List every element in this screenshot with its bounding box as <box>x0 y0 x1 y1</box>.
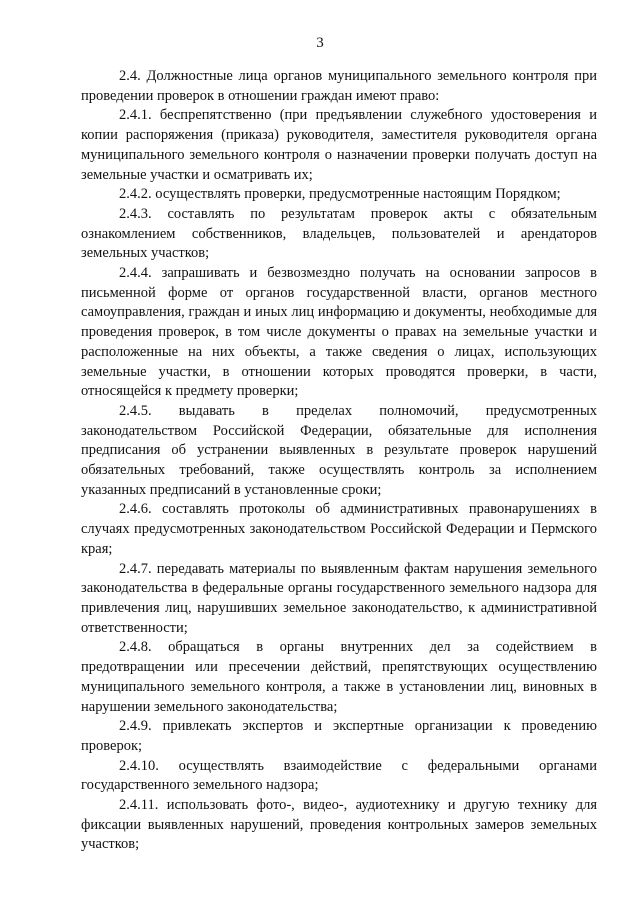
paragraph-2-4-9: 2.4.9. привлекать экспертов и экспертные организации к проведению проверок; <box>81 718 597 754</box>
paragraph-2-4-10: 2.4.10. осуществлять взаимодействие с федеральными органами государственного земельного надзора; <box>81 757 597 794</box>
paragraph-2-4-4: 2.4.4. запрашивать и безвозмездно получать на основании запросов в письменной форме от органов государственной власти, органов местного самоуправления, граждан и иных лиц информацию и документы, необходимые для проведения проверок, в том числе документы о правах на земельные участки и расположенные на них объекты, а также сведения о лицах, использующих земельные участки, в отношении которых проводятся проверки, в части, относящейся к предмету проверки; <box>81 265 597 400</box>
page-number: 3 <box>316 35 324 51</box>
paragraph-2-4-3: 2.4.3. составлять по результатам проверок акты с обязательным ознакомлением собственников, владельцев, пользователей и арендаторов земельных участков; <box>81 205 597 262</box>
document-body <box>81 67 597 855</box>
paragraph-2-4-7: 2.4.7. передавать материалы по выявленным фактам нарушения земельного законодательства в федеральные органы государственного земельного надзора для привлечения лиц, нарушивших земельное законодательство, к административной ответственности; <box>81 560 597 636</box>
paragraph-2-4-1: 2.4.1. беспрепятственно (при предъявлении служебного удостоверения и копии распоряжения (приказа) руководителя, заместителя руководителя органа муниципального земельного контроля о назначении проверки получать доступ на земельные участки и осматривать их; <box>81 107 597 183</box>
paragraph-2-4-6: 2.4.6. составлять протоколы об административных правонарушениях в случаях предусмотренных законодательством Российской Федерации и Пермского края; <box>81 501 597 557</box>
paragraph-2-4: 2.4. Должностные лица органов муниципального земельного контроля при проведении проверок в отношении граждан имеют право: <box>81 68 597 104</box>
paragraph-2-4-2: 2.4.2. осуществлять проверки, предусмотренные настоящим Порядком; <box>119 186 561 203</box>
paragraph-2-4-11: 2.4.11. использовать фото-, видео-, аудиотехнику и другую технику для фиксации выявленных нарушений, проведения контрольных замеров земельных участков; <box>81 797 597 853</box>
paragraph-2-4-8: 2.4.8. обращаться в органы внутренних дел за содействием в предотвращении или пресечении действий, препятствующих осуществлению муниципального земельного контроля, а также в установлении лиц, виновных в нарушении земельного законодательства; <box>81 639 597 715</box>
paragraph-2-4-5: 2.4.5. выдавать в пределах полномочий, предусмотренных законодательством Российской Федерации, обязательные для исполнения предписания об устранении выявленных в результате проверок нарушений обязательных требований, также осуществлять контроль за исполнением указанных предписаний в установленные сроки; <box>81 402 597 498</box>
